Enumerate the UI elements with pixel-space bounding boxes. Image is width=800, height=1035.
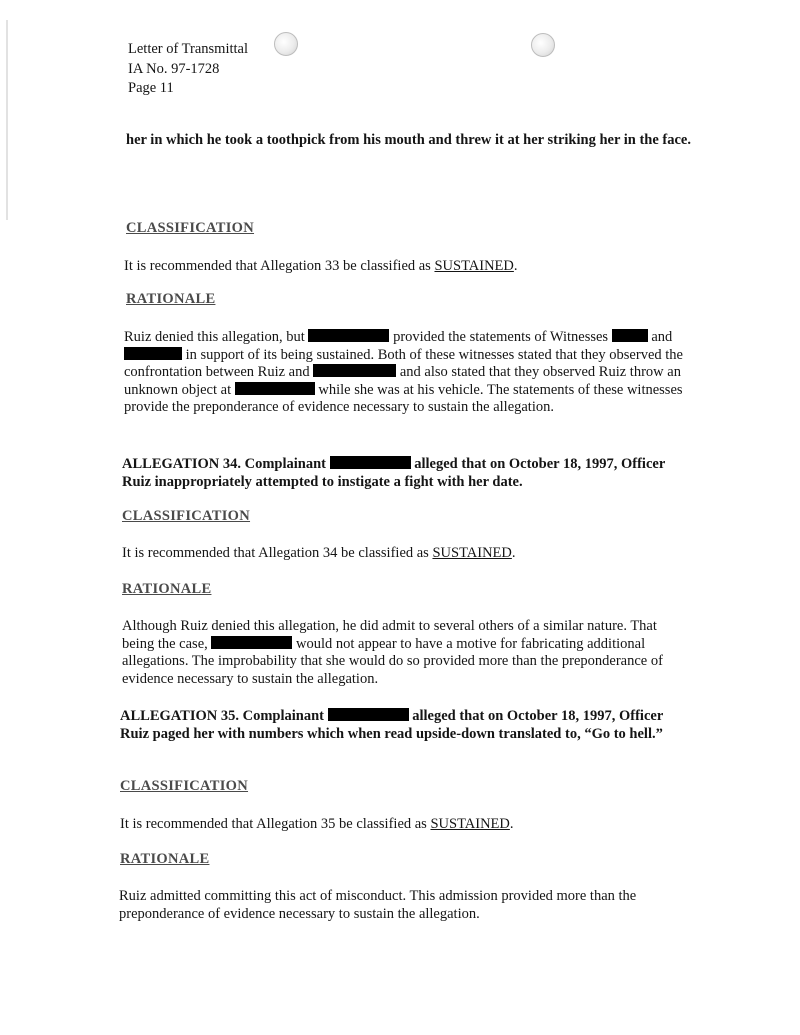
rationale-33-text-3: and (651, 329, 673, 345)
rationale-35: Ruiz admitted committing this act of misconduct. This admission provided more than the preponderance of evidence necessary to sustain the allegation. (119, 888, 637, 922)
status-sustained-34: SUSTAINED (432, 545, 512, 561)
rationale-heading-33: RATIONALE (126, 291, 216, 307)
classification-33-period: . (513, 258, 518, 274)
allegation-34-prefix: ALLEGATION 34. Complainant (122, 456, 326, 472)
rationale-33-text-1: Ruiz denied this allegation, but (124, 329, 305, 345)
allegation-35-prefix: ALLEGATION 35. Complainant (120, 708, 324, 724)
redaction-box (235, 382, 315, 395)
rationale-33 (124, 329, 689, 417)
status-sustained-33: SUSTAINED (434, 258, 514, 274)
redaction-box (211, 636, 292, 649)
rationale-33-text-6: while she was at his vehicle. The statements of these witnesses provide the preponderance of evidence necessary to sustain the allegation. (124, 381, 683, 415)
classification-34 (122, 545, 722, 563)
rationale-heading-35: RATIONALE (120, 851, 210, 867)
allegation-35-text: alleged that on October 18, 1997, Officer Ruiz paged her with numbers which when read upside-down translated to, “Go to hell.” (120, 708, 663, 742)
redaction-box (124, 347, 182, 360)
classification-33-text: It is recommended that Allegation 33 be classified as (124, 258, 435, 274)
classification-35 (120, 816, 720, 834)
header-title: Letter of Transmittal (128, 41, 249, 57)
redaction-box (308, 329, 389, 342)
classification-35-text: It is recommended that Allegation 35 be classified as (120, 816, 431, 832)
header-page-number: Page 11 (128, 80, 174, 96)
allegation-34 (122, 456, 682, 491)
rationale-heading-34: RATIONALE (122, 581, 212, 597)
redaction-box (330, 456, 411, 469)
letter-header (128, 40, 248, 99)
header-ia-number: IA No. 97-1728 (128, 60, 220, 77)
classification-34-period: . (511, 545, 516, 561)
classification-33 (124, 258, 724, 276)
status-sustained-35: SUSTAINED (430, 816, 510, 832)
redaction-box (612, 329, 648, 342)
intro-paragraph: her in which he took a toothpick from his mouth and threw it at her striking her in the face. (126, 132, 691, 148)
classification-heading-33: CLASSIFICATION (126, 220, 255, 236)
rationale-33-text-5: and also stated that they observed Ruiz throw an unknown object at (124, 364, 681, 398)
rationale-33-text-2: provided the statements of Witnesses (393, 329, 609, 345)
scan-edge (6, 20, 8, 220)
allegation-34-text: alleged that on October 18, 1997, Officer Ruiz inappropriately attempted to instigate a fight with her date. (122, 456, 665, 490)
classification-heading-35: CLASSIFICATION (120, 778, 249, 794)
rationale-34-text-2: would not appear to have a motive for fabricating additional allegations. The improbability that she would do so provided more than the preponderance of evidence necessary to sustain the allegation. (122, 635, 663, 687)
allegation-35 (120, 708, 685, 743)
classification-34-text: It is recommended that Allegation 34 be classified as (122, 545, 433, 561)
rationale-34-text-1: Although Ruiz denied this allegation, he did admit to several others of a similar nature. That being the case, (122, 618, 657, 652)
punch-hole-left (274, 32, 298, 56)
redaction-box (313, 364, 396, 377)
rationale-33-text-4: in support of its being sustained. Both of these witnesses stated that they observed the confrontation between Ruiz and (124, 346, 683, 380)
redaction-box (328, 708, 409, 721)
classification-35-period: . (509, 816, 514, 832)
punch-hole-right (531, 33, 555, 57)
rationale-34 (122, 618, 682, 688)
classification-heading-34: CLASSIFICATION (122, 508, 251, 524)
